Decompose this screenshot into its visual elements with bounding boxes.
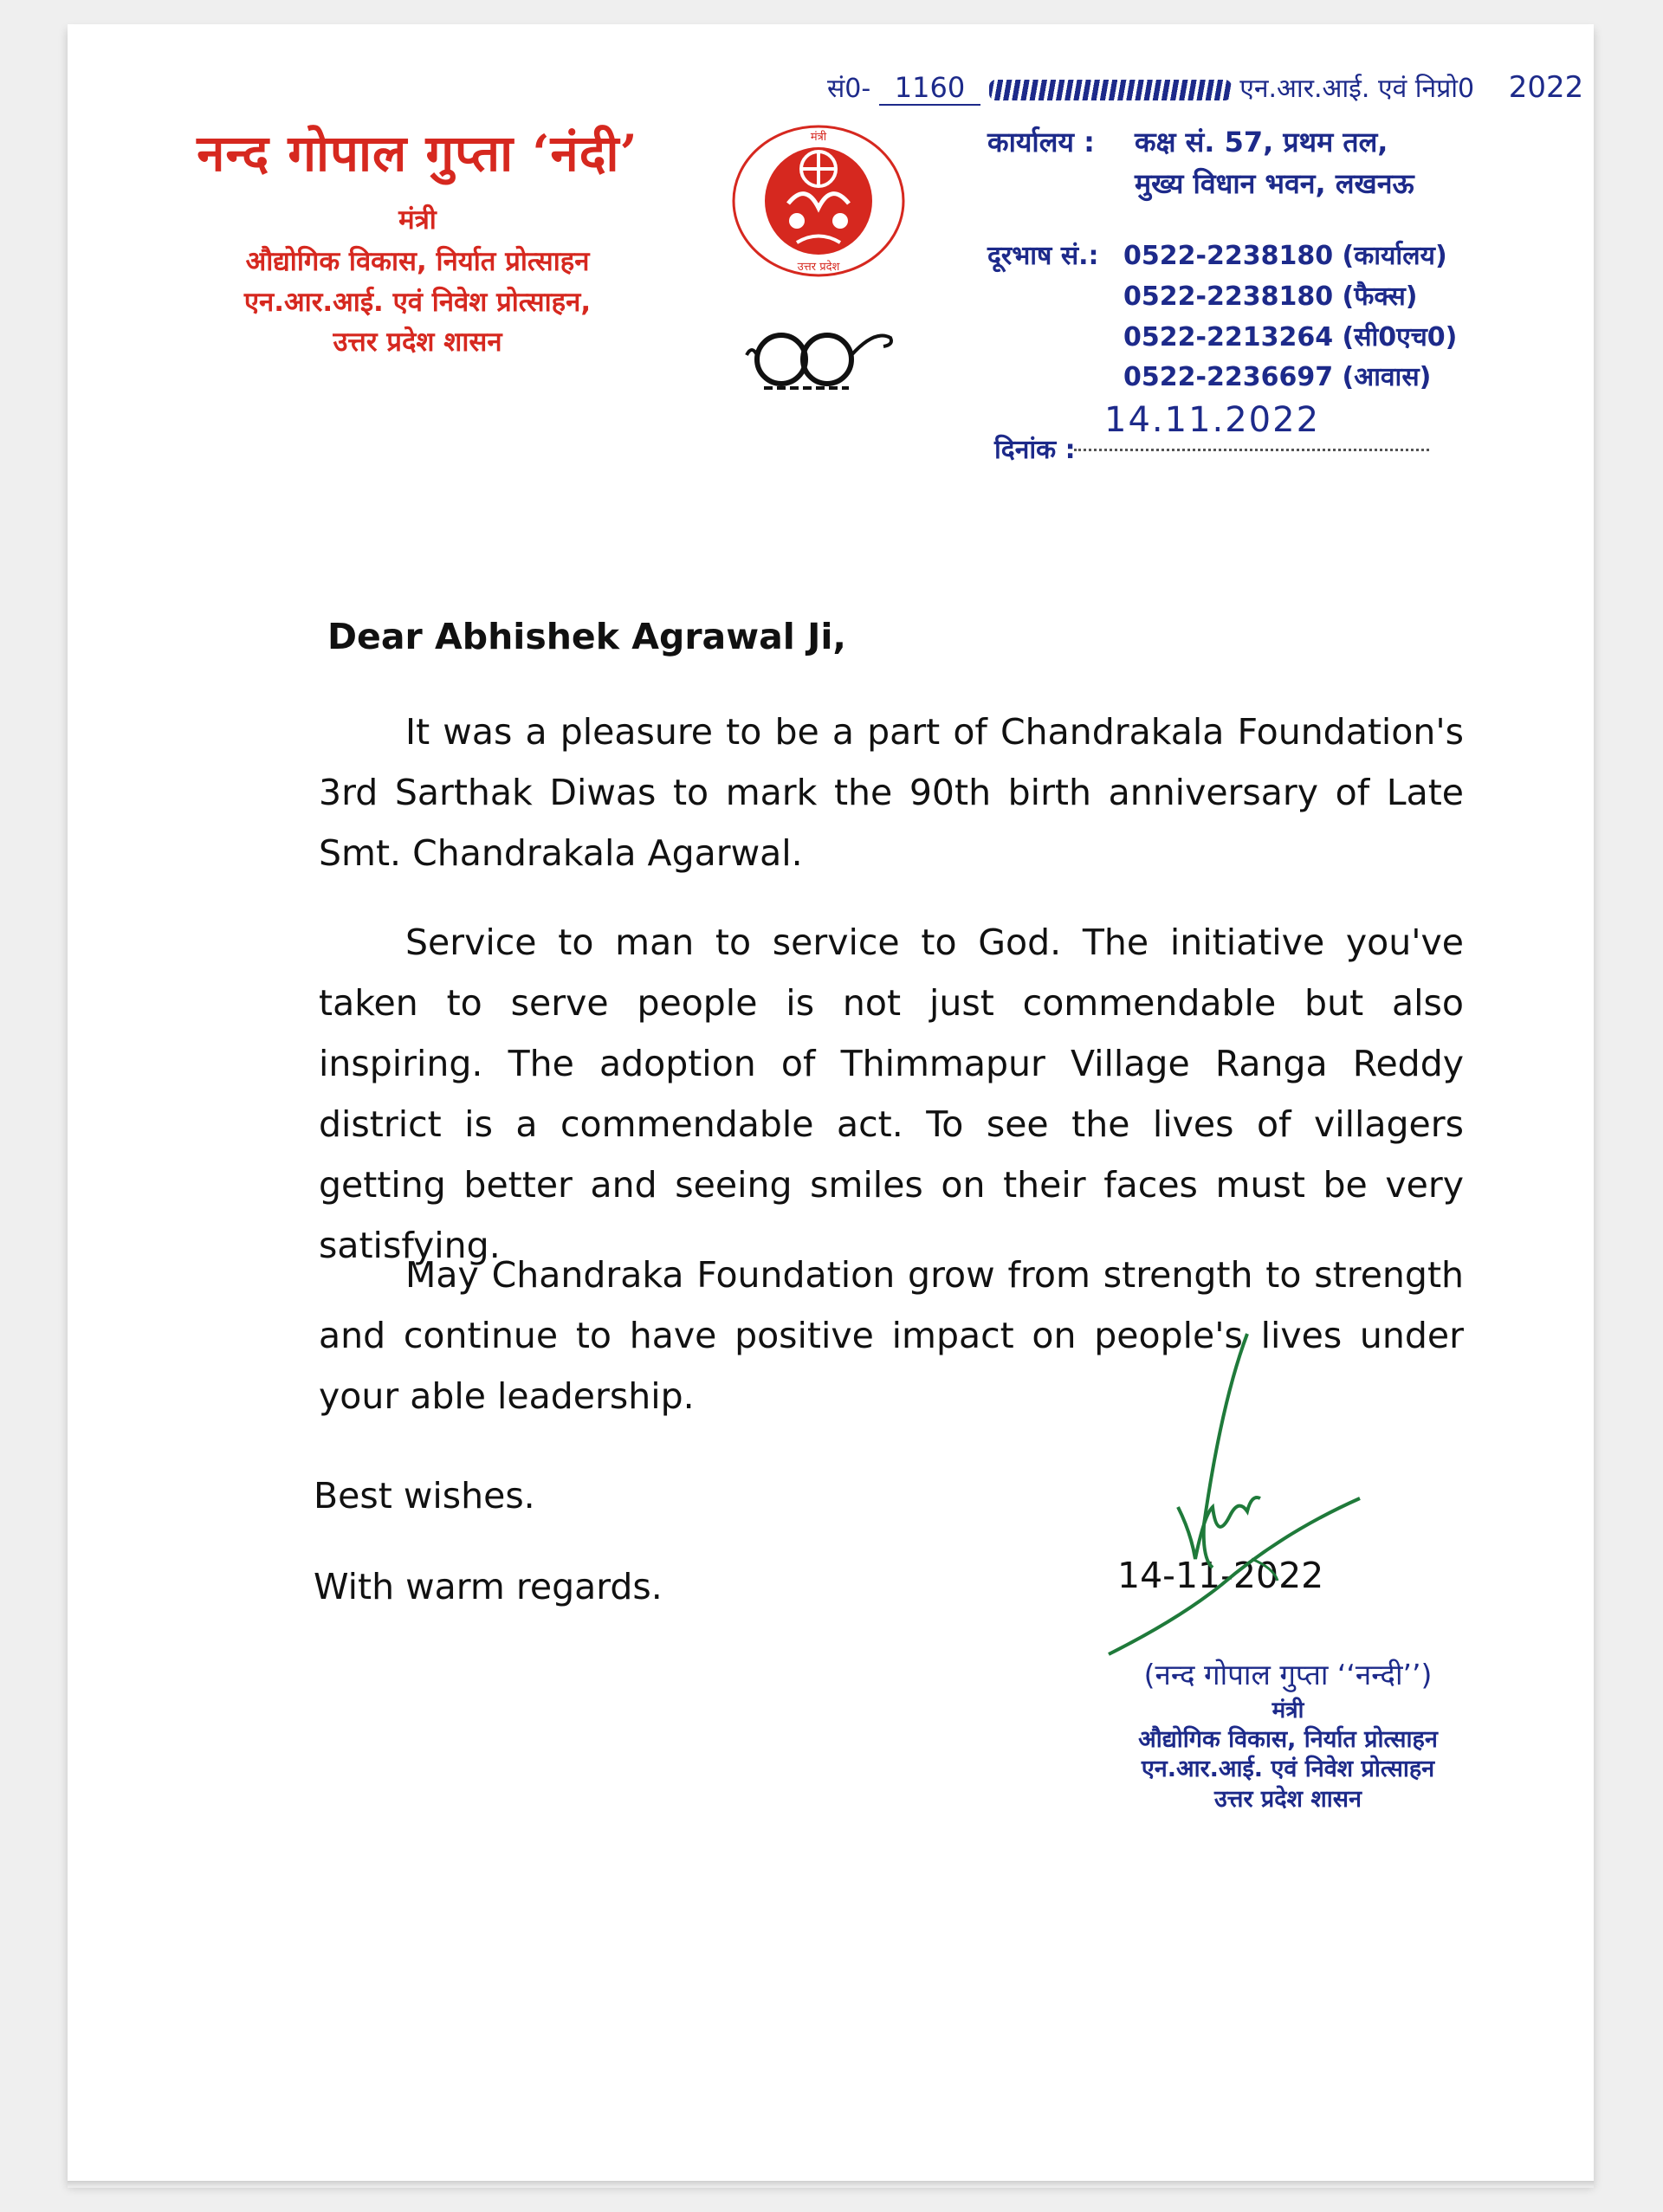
date-value: 14.11.2022 (1104, 400, 1321, 440)
signature-date: 14-11-2022 (1117, 1555, 1324, 1596)
regards: With warm regards. (314, 1566, 663, 1607)
office-address-line-1: कक्ष सं. 57, प्रथम तल, (1135, 126, 1388, 158)
ref-year: 2022 (1508, 70, 1584, 105)
salutation: Dear Abhishek Agrawal Ji, (327, 616, 846, 657)
minister-name: नन्द गोपाल गुप्ता ‘नंदी’ (197, 124, 638, 183)
signatory-dept-2: एन.आर.आई. एवं निवेश प्रोत्साहन (1141, 1756, 1435, 1782)
date-dotted-line (1074, 449, 1429, 451)
emblem-text-bottom: उत्तर प्रदेश (797, 261, 840, 274)
signatory-government: उत्तर प्रदेश शासन (1214, 1786, 1362, 1813)
government-line: उत्तर प्रदेश शासन (333, 327, 502, 358)
best-wishes: Best wishes. (314, 1475, 535, 1517)
signatory-dept-1: औद्योगिक विकास, निर्यात प्रोत्साहन (1138, 1726, 1438, 1753)
phone-residence: 0522-2236697 (आवास) (1123, 362, 1432, 392)
office-label: कार्यालय : (987, 126, 1095, 158)
department-line-1: औद्योगिक विकास, निर्यात प्रोत्साहन (245, 246, 590, 277)
ref-handwritten-scribble (989, 80, 1232, 100)
ref-number: 1160 (879, 71, 980, 106)
office-address-line-2: मुख्य विधान भवन, लखनऊ (1135, 167, 1414, 200)
ref-mid: एन.आर.आई. एवं निप्रो0 (1239, 74, 1475, 104)
paragraph-3: May Chandraka Foundation grow from strength to strength and continue to have positive impact on people's lives under your able leadership. (319, 1254, 1464, 1417)
swachh-bharat-glasses-logo (745, 320, 896, 394)
phone-fax: 0522-2238180 (फैक्स) (1123, 281, 1418, 312)
phone-office: 0522-2238180 (कार्यालय) (1123, 241, 1447, 271)
paragraph-1: It was a pleasure to be a part of Chandrakala Foundation's 3rd Sarthak Diwas to mark the 90th birth anniversary of Late Smt. Chandrakala Agarwal. (319, 711, 1464, 874)
emblem-text-top: मंत्री (810, 131, 827, 144)
up-state-emblem (728, 121, 909, 281)
minister-designation: मंत्री (398, 204, 437, 236)
phone-ch: 0522-2213264 (सी0एच0) (1123, 322, 1458, 352)
ref-prefix: सं0- (827, 74, 871, 104)
signatory-name: (नन्द गोपाल गुप्ता ‘‘नन्दी’’) (1143, 1658, 1433, 1691)
paragraph-2: Service to man to service to God. The initiative you've taken to serve people is not just commendable but also inspiring. The adoption of Thimmapur Village Ranga Reddy district is a commendable act. To see the lives of villagers getting better and seeing smiles on their faces must be very satisfying. (319, 922, 1464, 1266)
reference-number-line (827, 69, 1583, 105)
handwritten-signature (1074, 1299, 1420, 1680)
signatory-designation: मंत्री (1272, 1698, 1304, 1724)
date-label: दिनांक : (994, 435, 1076, 465)
sheet-shadow (68, 2181, 1594, 2188)
phone-label: दूरभाष सं.: (987, 241, 1099, 271)
department-line-2: एन.आर.आई. एवं निवेश प्रोत्साहन, (243, 287, 592, 318)
